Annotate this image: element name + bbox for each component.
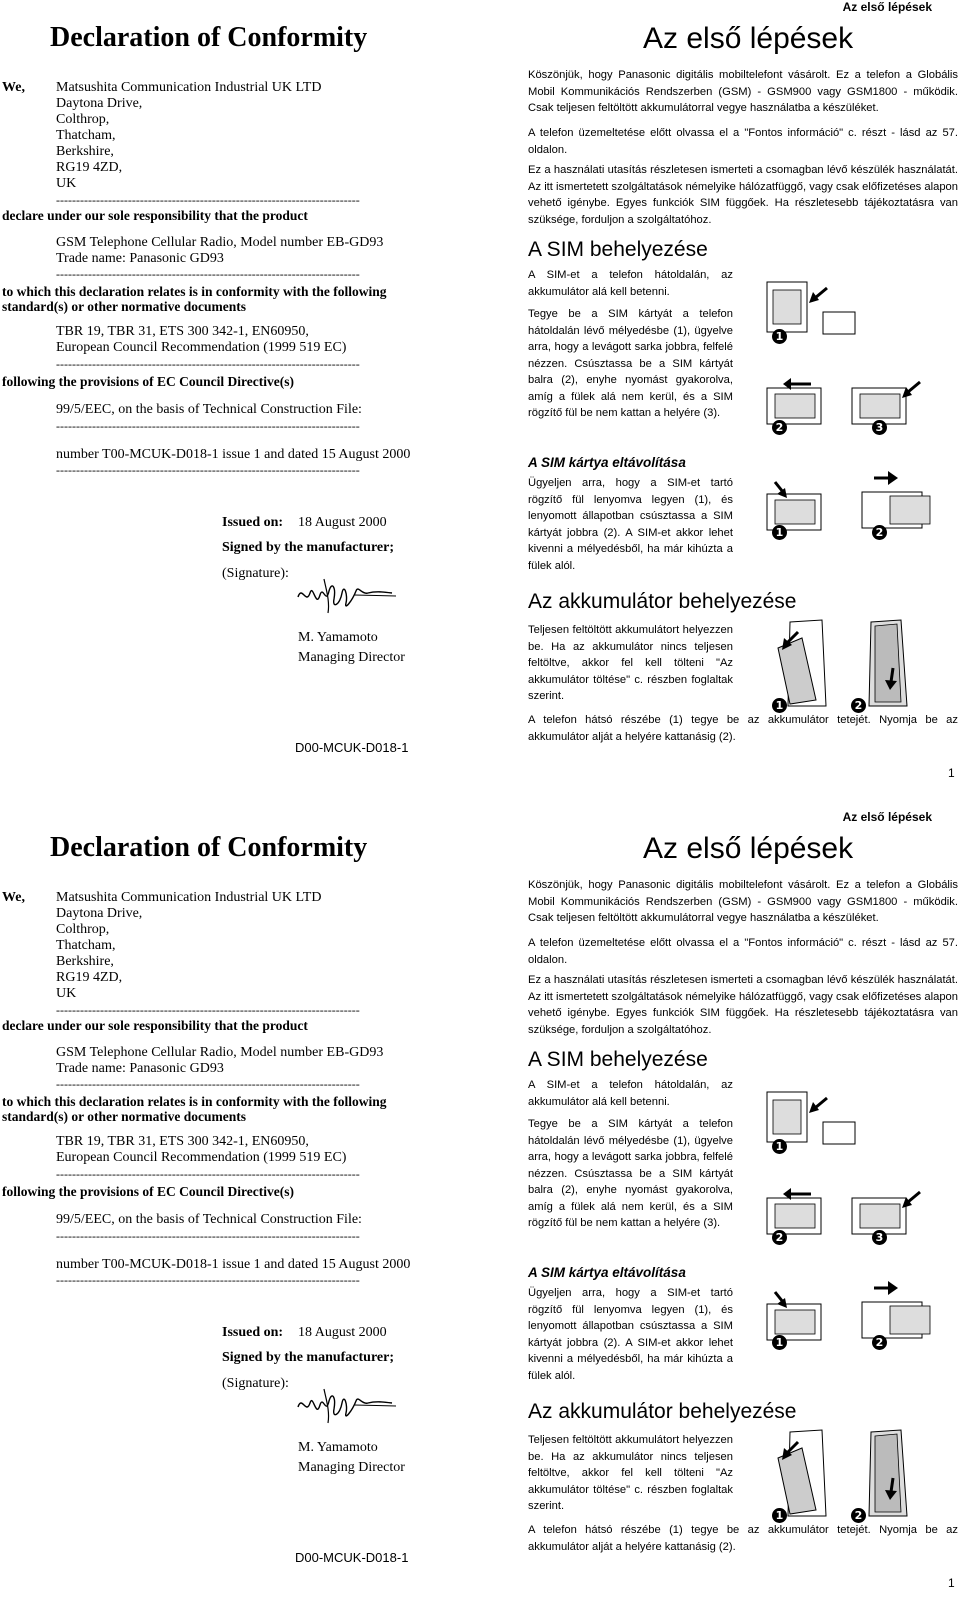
sim-remove-heading: A SIM kártya eltávolítása bbox=[528, 455, 686, 470]
handwritten-signature bbox=[296, 575, 406, 615]
sim-insert-heading: A SIM behelyezése bbox=[528, 238, 708, 261]
sim-insert-step-3-illustration bbox=[850, 378, 925, 428]
address-line: Matsushita Communication Industrial UK LTD bbox=[56, 890, 322, 905]
sim-insert-paragraph: Tegye be a SIM kártyát a telefon hátoldalán lévő mélyedésbe (1), ügyelve arra, hogy a levágott sarka jobbra, felfelé nézzen. Csúsztassa be a SIM kártyát balra (2), enyhe nyomást gyakorolva, amíg a fülek alá nem kerül, és a SIM rögzítő fül be nem kattan a helyére (3). bbox=[528, 308, 733, 419]
step-2-badge: 2 bbox=[851, 1508, 866, 1523]
separator-line: ---------------------------------------------------------------------------- bbox=[56, 1003, 360, 1017]
issued-label: Issued on: bbox=[222, 1325, 284, 1340]
sim-remove-paragraph: Ügyeljen arra, hogy a SIM-et tartó rögzítő fül lenyomva legyen (1), és lenyomott állapotban csúsztassa a SIM kártyát jobbra (2). A SIM-et akkor lehet kivenni a mélyedésből, ha már kihúzta a fülek alól. bbox=[528, 477, 733, 572]
signature-label: (Signature): bbox=[222, 1376, 289, 1391]
intro-paragraph: Köszönjük, hogy Panasonic digitális mobiltelefont vásárolt. Ez a telefon a Globális Mobil Kommunikációs Rendszerben (GSM) - GSM900 vagy GSM1800 - működik. Csak teljesen feltöltött akkumulátorral vegye használatba a készüléket. bbox=[528, 879, 958, 924]
address-line: Matsushita Communication Industrial UK LTD bbox=[56, 80, 322, 95]
signer-title: Managing Director bbox=[298, 1460, 405, 1475]
standards-line: TBR 19, TBR 31, ETS 300 342-1, EN60950, bbox=[56, 324, 309, 339]
separator-line: ---------------------------------------------------------------------------- bbox=[56, 463, 360, 477]
document-number: D00-MCUK-D018-1 bbox=[295, 740, 409, 755]
battery-heading: Az akkumulátor behelyezése bbox=[528, 1400, 797, 1423]
product-line: GSM Telephone Cellular Radio, Model number EB-GD93 bbox=[56, 1045, 384, 1060]
address-line: Berkshire, bbox=[56, 144, 114, 159]
sim-insert-paragraph: A SIM-et a telefon hátoldalán, az akkumulátor alá kell betenni. bbox=[528, 1079, 733, 1108]
address-line: UK bbox=[56, 986, 77, 1001]
running-head: Az első lépések bbox=[842, 0, 932, 14]
standards-line: European Council Recommendation (1999 519 EC) bbox=[56, 340, 347, 355]
battery-step-2-illustration bbox=[855, 618, 925, 708]
step-2-badge: 2 bbox=[772, 420, 787, 435]
declare-statement: declare under our sole responsibility that the product bbox=[2, 1018, 308, 1033]
directive-line: 99/5/EEC, on the basis of Technical Construction File: bbox=[56, 1212, 362, 1227]
separator-line: ---------------------------------------------------------------------------- bbox=[56, 357, 360, 371]
separator-line: ---------------------------------------------------------------------------- bbox=[56, 1273, 360, 1287]
address-line: Colthrop, bbox=[56, 112, 110, 127]
address-line: RG19 4ZD, bbox=[56, 970, 123, 985]
battery-paragraph: Teljesen feltöltött akkumulátort helyezzen be. Ha az akkumulátor nincs teljesen feltöltve, akkor fel kell tölteni "Az akkumulátor töltése" c. részben foglaltak szerint. bbox=[528, 1434, 733, 1512]
signer-name: M. Yamamoto bbox=[298, 1440, 378, 1455]
page-title: Az első lépések bbox=[643, 832, 854, 865]
address-line: Daytona Drive, bbox=[56, 906, 143, 921]
signed-by-label: Signed by the manufacturer; bbox=[222, 540, 395, 555]
step-3-badge: 3 bbox=[872, 420, 887, 435]
address-line: Daytona Drive, bbox=[56, 96, 143, 111]
declaration-title: Declaration of Conformity bbox=[50, 22, 368, 53]
battery-step-1-illustration bbox=[772, 618, 842, 708]
signer-title: Managing Director bbox=[298, 650, 405, 665]
address-line: Thatcham, bbox=[56, 938, 116, 953]
sim-remove-step-2-illustration bbox=[860, 468, 940, 533]
conformity-statement: to which this declaration relates is in conformity with the following bbox=[2, 284, 387, 299]
page-number: 1 bbox=[948, 766, 955, 780]
separator-line: ---------------------------------------------------------------------------- bbox=[56, 1077, 360, 1091]
address-line: UK bbox=[56, 176, 77, 191]
separator-line: ---------------------------------------------------------------------------- bbox=[56, 267, 360, 281]
product-line: Trade name: Panasonic GD93 bbox=[56, 251, 224, 266]
intro-paragraph: Köszönjük, hogy Panasonic digitális mobiltelefont vásárolt. Ez a telefon a Globális Mobil Kommunikációs Rendszerben (GSM) - GSM900 vagy GSM1800 - működik. Csak teljesen feltöltött akkumulátorral vegye használatba a készüléket. bbox=[528, 69, 958, 114]
address-line: RG19 4ZD, bbox=[56, 160, 123, 175]
separator-line: ---------------------------------------------------------------------------- bbox=[56, 419, 360, 433]
sim-remove-heading: A SIM kártya eltávolítása bbox=[528, 1265, 686, 1280]
step-1-badge: 1 bbox=[772, 1335, 787, 1350]
handwritten-signature bbox=[296, 1385, 406, 1425]
intro-paragraph: A telefon üzemeltetése előtt olvassa el a "Fontos információ" c. részt - lásd az 57. oldalon. bbox=[528, 127, 958, 156]
intro-paragraph: A telefon üzemeltetése előtt olvassa el a "Fontos információ" c. részt - lásd az 57. oldalon. bbox=[528, 937, 958, 966]
running-head: Az első lépések bbox=[842, 810, 932, 824]
sim-insert-paragraph: A SIM-et a telefon hátoldalán, az akkumulátor alá kell betenni. bbox=[528, 269, 733, 298]
step-2-badge: 2 bbox=[872, 525, 887, 540]
technical-file-line: number T00-MCUK-D018-1 issue 1 and dated 15 August 2000 bbox=[56, 447, 411, 462]
document-number: D00-MCUK-D018-1 bbox=[295, 1550, 409, 1565]
conformity-statement: standard(s) or other normative documents bbox=[2, 1109, 246, 1124]
page-number: 1 bbox=[948, 1576, 955, 1590]
page-title: Az első lépések bbox=[643, 22, 854, 55]
step-1-badge: 1 bbox=[772, 525, 787, 540]
step-2-badge: 2 bbox=[772, 1230, 787, 1245]
we-label: We, bbox=[2, 80, 25, 95]
intro-paragraph: Ez a használati utasítás részletesen ismerteti a csomagban lévő készülék használatát. Az itt ismertetett szolgáltatások némelyike hálózatfüggő, vagy csak előfizetéses alapon vehető igénybe. Egyes funkciók SIM függőek. Ha részletesebb tájékoztatásra van szüksége, forduljon a szolgáltatóhoz. bbox=[528, 974, 958, 1036]
product-line: Trade name: Panasonic GD93 bbox=[56, 1061, 224, 1076]
address-line: Berkshire, bbox=[56, 954, 114, 969]
technical-file-line: number T00-MCUK-D018-1 issue 1 and dated 15 August 2000 bbox=[56, 1257, 411, 1272]
product-line: GSM Telephone Cellular Radio, Model number EB-GD93 bbox=[56, 235, 384, 250]
declare-statement: declare under our sole responsibility that the product bbox=[2, 208, 308, 223]
step-2-badge: 2 bbox=[851, 698, 866, 713]
step-1-badge: 1 bbox=[772, 698, 787, 713]
we-label: We, bbox=[2, 890, 25, 905]
conformity-statement: to which this declaration relates is in conformity with the following bbox=[2, 1094, 387, 1109]
issued-date: 18 August 2000 bbox=[298, 1325, 387, 1340]
declaration-title: Declaration of Conformity bbox=[50, 832, 368, 863]
address-line: Thatcham, bbox=[56, 128, 116, 143]
signer-name: M. Yamamoto bbox=[298, 630, 378, 645]
battery-paragraph: A telefon hátsó részébe (1) tegye be az akkumulátor tetejét. Nyomja be az akkumulátor alját a helyére kattanásig (2). bbox=[528, 1524, 958, 1553]
issued-date: 18 August 2000 bbox=[298, 515, 387, 530]
battery-heading: Az akkumulátor behelyezése bbox=[528, 590, 797, 613]
signed-by-label: Signed by the manufacturer; bbox=[222, 1350, 395, 1365]
step-1-badge: 1 bbox=[772, 329, 787, 344]
document-spread-top bbox=[0, 0, 960, 805]
standards-line: TBR 19, TBR 31, ETS 300 342-1, EN60950, bbox=[56, 1134, 309, 1149]
directive-line: 99/5/EEC, on the basis of Technical Construction File: bbox=[56, 402, 362, 417]
intro-paragraph: Ez a használati utasítás részletesen ismerteti a csomagban lévő készülék használatát. Az itt ismertetett szolgáltatások némelyike hálózatfüggő, vagy csak előfizetéses alapon vehető igénybe. Egyes funkciók SIM függőek. Ha részletesebb tájékoztatásra van szüksége, forduljon a szolgáltatóhoz. bbox=[528, 164, 958, 226]
step-1-badge: 1 bbox=[772, 1139, 787, 1154]
step-2-badge: 2 bbox=[872, 1335, 887, 1350]
sim-insert-step-3-illustration bbox=[850, 1188, 925, 1238]
battery-paragraph: Teljesen feltöltött akkumulátort helyezzen be. Ha az akkumulátor nincs teljesen feltöltve, akkor fel kell tölteni "Az akkumulátor töltése" c. részben foglaltak szerint. bbox=[528, 624, 733, 702]
step-1-badge: 1 bbox=[772, 1508, 787, 1523]
step-3-badge: 3 bbox=[872, 1230, 887, 1245]
address-line: Colthrop, bbox=[56, 922, 110, 937]
provisions-statement: following the provisions of EC Council Directive(s) bbox=[2, 1184, 294, 1199]
separator-line: ---------------------------------------------------------------------------- bbox=[56, 1229, 360, 1243]
separator-line: ---------------------------------------------------------------------------- bbox=[56, 1167, 360, 1181]
sim-remove-paragraph: Ügyeljen arra, hogy a SIM-et tartó rögzítő fül lenyomva legyen (1), és lenyomott állapotban csúsztassa a SIM kártyát jobbra (2). A SIM-et akkor lehet kivenni a mélyedésből, ha már kihúzta a fülek alól. bbox=[528, 1287, 733, 1382]
document-spread-bottom bbox=[0, 810, 960, 1615]
battery-step-2-illustration bbox=[855, 1428, 925, 1518]
sim-remove-step-2-illustration bbox=[860, 1278, 940, 1343]
sim-insert-paragraph: Tegye be a SIM kártyát a telefon hátoldalán lévő mélyedésbe (1), ügyelve arra, hogy a levágott sarka jobbra, felfelé nézzen. Csúsztassa be a SIM kártyát balra (2), enyhe nyomást gyakorolva, amíg a fülek alá nem kerül, és a SIM rögzítő fül be nem kattan a helyére (3). bbox=[528, 1118, 733, 1229]
battery-step-1-illustration bbox=[772, 1428, 842, 1518]
sim-insert-heading: A SIM behelyezése bbox=[528, 1048, 708, 1071]
signature-label: (Signature): bbox=[222, 566, 289, 581]
separator-line: ---------------------------------------------------------------------------- bbox=[56, 193, 360, 207]
battery-paragraph: A telefon hátsó részébe (1) tegye be az akkumulátor tetejét. Nyomja be az akkumulátor alját a helyére kattanásig (2). bbox=[528, 714, 958, 743]
provisions-statement: following the provisions of EC Council Directive(s) bbox=[2, 374, 294, 389]
conformity-statement: standard(s) or other normative documents bbox=[2, 299, 246, 314]
standards-line: European Council Recommendation (1999 519 EC) bbox=[56, 1150, 347, 1165]
issued-label: Issued on: bbox=[222, 515, 284, 530]
